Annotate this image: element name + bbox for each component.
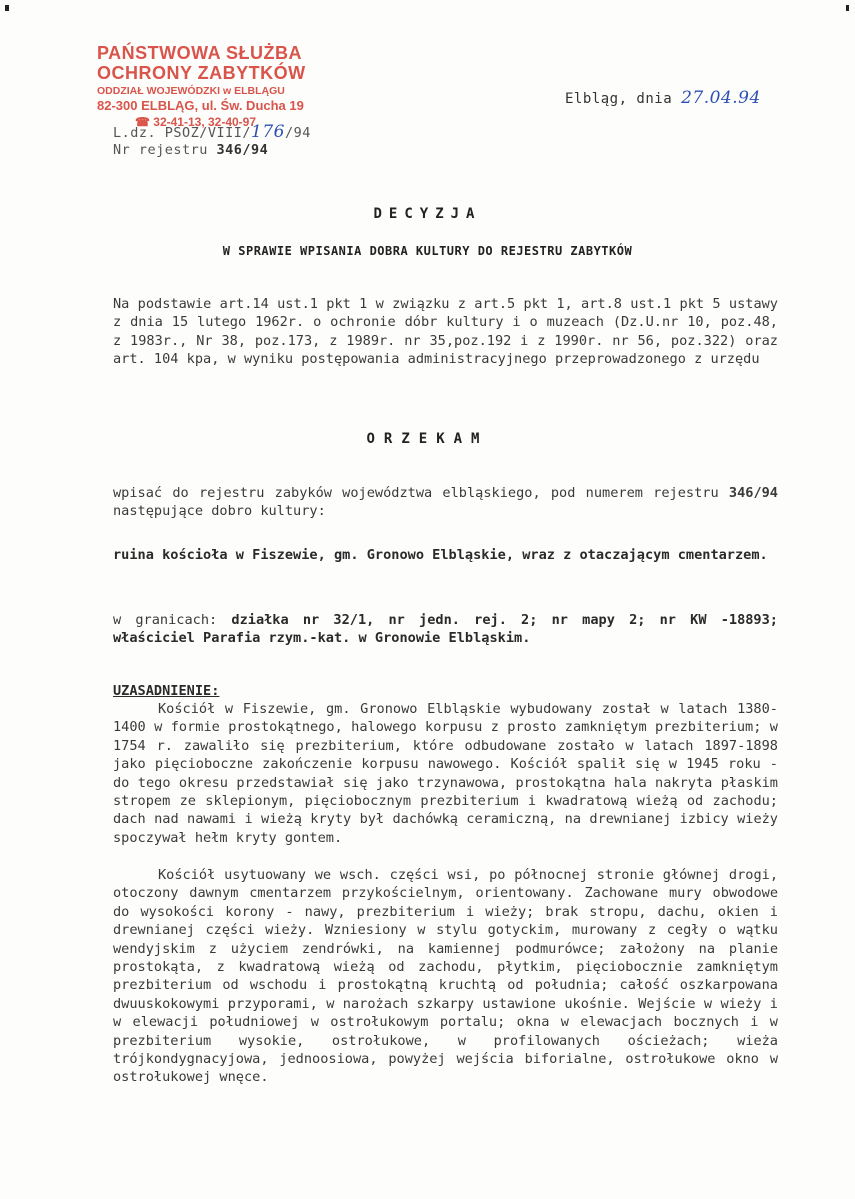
boundaries-prefix: w granicach:: [113, 612, 232, 628]
scan-mark: [846, 5, 849, 11]
ref-suffix: /94: [285, 125, 311, 141]
object-description: ruina kościoła w Fiszewie, gm. Gronowo Elbląskie, wraz z otaczającym cmentarzem.: [113, 547, 768, 563]
date-prefix: Elbląg, dnia: [565, 91, 682, 107]
stamp-line: PAŃSTWOWA SŁUŻBA: [97, 43, 302, 63]
stamp-line: 82-300 ELBLĄG, ul. Św. Ducha 19: [97, 98, 304, 113]
scan-mark: [5, 5, 9, 11]
handwritten-date: 27.04.94: [681, 88, 761, 108]
decision-register-number: 346/94: [728, 485, 778, 501]
justification-text: Kościół usytuowany we wsch. części wsi, po północnej stronie głównej drogi, otoczony dawnym cmentarzem przykościelnym, orientowany. Zachowane mury obwodowe do wysokości korony - nawy, prezbiterium i wieży; brak stropu, dachu, okien i drewnianej części wieży. Wzniesiony w stylu gotyckim, murowany z cegły o wątku wendyjskim z użyciem zendrówki, na kamiennej podmurówce; założony na planie prostokąta, z kwadratową wieżą od zachodu, płytkim, pięciobocznie zamkniętym prezbiterium od wschodu i prostokątną kruchtą od południa; całość oszkarpowana dwuuskokowymi przyporami, w narożach szkarpy ustawione ukośnie. Wejście w wieży i w elewacji południowej w ostrołukowym portalu; okna w elewacjach bocznych i w prezbiterium wysokie, ostrołukowe, w profilowanych ościeżach; wieża trójkondygnacyjowa, jednoosiowa, powyżej wejścia biforialne, ostrołukowe okno w ostrołukowej wnęce.: [113, 867, 778, 1086]
justification-heading: UZASADNIENIE:: [113, 683, 220, 699]
register-number: [113, 142, 268, 158]
boundaries-paragraph: [113, 611, 778, 648]
place-date: [565, 88, 761, 108]
stamp-phone: ☎ 32-41-13, 32-40-97: [135, 115, 257, 129]
register-prefix: Nr rejestru: [113, 142, 217, 158]
decision-paragraph: [113, 484, 778, 521]
justification-paragraph-2: [113, 866, 778, 1087]
document-subtitle: W SPRAWIE WPISANIA DOBRA KULTURY DO REJESTRU ZABYTKÓW: [222, 244, 633, 258]
legal-basis-paragraph: Na podstawie art.14 ust.1 pkt 1 w związku z art.5 pkt 1, art.8 ust.1 pkt 5 ustawy z dnia 15 lutego 1962r. o ochronie dóbr kultury i o muzeach (Dz.U.nr 10, poz.48, z 1983r., Nr 38, poz.173, z 1989r. nr 35,poz.192 i z 1990r. nr 56, poz.322) oraz art. 104 kpa, w wyniku postępowania administracyjnego przeprowadzonego z urzędu: [113, 296, 778, 368]
decision-text: wpisać do rejestru zabyków województwa elbląskiego, pod numerem rejestru: [113, 485, 729, 501]
office-stamp: [97, 43, 337, 130]
ref-prefix: L.dz. PSOZ/VIII/: [113, 125, 252, 141]
decision-text: następujące dobro kultury:: [113, 503, 326, 520]
justification-paragraph-1: [113, 700, 778, 847]
stamp-line: OCHRONY ZABYTKÓW: [97, 63, 306, 83]
decision-heading: ORZEKAM: [366, 431, 489, 447]
ref-handwritten-number: 176: [251, 122, 285, 142]
stamp-line: ODDZIAŁ WOJEWÓDZKI w ELBLĄGU: [97, 85, 285, 97]
boundaries-details: działka nr 32/1, nr jedn. rej. 2; nr mapy 2; nr KW -18893; właściciel Parafia rzym.-kat. w Gronowie Elbląskim.: [113, 612, 778, 647]
register-value: 346/94: [216, 142, 269, 158]
justification-text: Kościół w Fiszewie, gm. Gronowo Elbląskie wybudowany został w latach 1380-1400 w formie prostokątnego, halowego korpusu z prosto zamkniętym prezbiterium; w 1754 r. zawaliło się prezbiterium, które odbudowane zostało w latach 1897-1898 jako pięcioboczne zakończenie korpusu nawowego. Kościół spalił się w 1945 roku - do tego okresu przedstawiał się jako trzynawowa, prostokątna hala nakryta płaskim stropem ze sklepionym, pięciobocznym prezbiterium i kwadratową wieżą od zachodu; dach nad nawami i wieżą kryty był dachówką ceramiczną, na drewnianej izbicy wieży spoczywał hełm kryty gontem.: [113, 701, 778, 846]
document-title: DECYZJA: [373, 206, 482, 222]
reference-number: [113, 122, 311, 142]
